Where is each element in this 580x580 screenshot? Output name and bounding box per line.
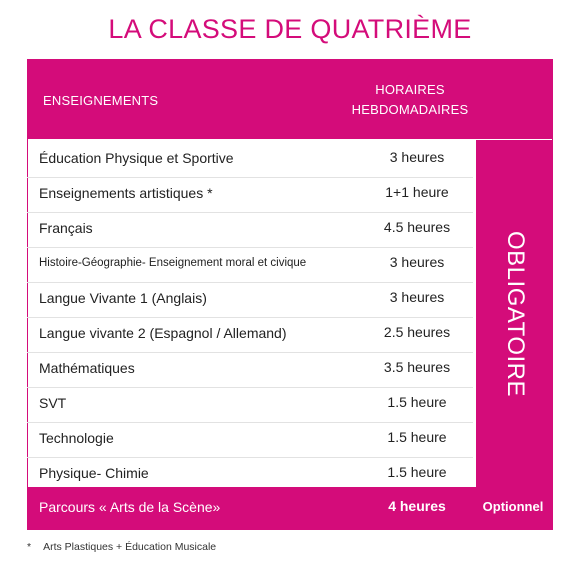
subject-cell: Mathématiques xyxy=(39,360,135,376)
table-row xyxy=(27,318,473,353)
hours-cell: 3 heures xyxy=(389,289,445,305)
optional-status-label: Optionnel xyxy=(482,499,544,514)
table-row xyxy=(27,423,473,458)
table-row xyxy=(27,388,473,423)
hours-cell: 1.5 heure xyxy=(387,394,447,410)
hours-cell: 1+1 heure xyxy=(385,184,449,200)
hours-cell: 1.5 heure xyxy=(387,464,447,480)
hours-cell: 3 heures xyxy=(389,254,445,270)
header-hours-label-line2: HEBDOMADAIRES xyxy=(351,102,469,117)
subject-cell: SVT xyxy=(39,395,67,411)
hours-cell: 1.5 heure xyxy=(387,429,447,445)
mandatory-label: OBLIGATOIRE xyxy=(501,230,529,397)
footnote-marker: * xyxy=(27,541,32,553)
page-title: LA CLASSE DE QUATRIÈME xyxy=(108,14,472,44)
subject-cell: Éducation Physique et Sportive xyxy=(39,150,234,166)
table-header xyxy=(27,59,553,139)
table-row xyxy=(27,283,473,318)
hours-cell: 2.5 heures xyxy=(383,324,451,340)
optional-row xyxy=(27,487,553,530)
table-row xyxy=(27,213,473,248)
optional-hours: 4 heures xyxy=(388,498,446,514)
subject-cell: Physique- Chimie xyxy=(39,465,149,481)
header-subjects-label: ENSEIGNEMENTS xyxy=(43,93,159,108)
subject-rows xyxy=(27,143,473,493)
table-row xyxy=(27,178,473,213)
subject-cell: Français xyxy=(39,220,93,236)
table-row xyxy=(27,248,473,283)
subject-cell: Histoire-Géographie- Enseignement moral et civique xyxy=(39,257,307,269)
table-row xyxy=(27,143,473,178)
subject-cell: Enseignements artistiques * xyxy=(39,185,213,201)
footnote-text: Arts Plastiques + Éducation Musicale xyxy=(43,541,217,553)
header-hours-label xyxy=(342,80,478,120)
header-hours-label-line1: HORAIRES xyxy=(375,82,445,97)
subject-cell: Langue Vivante 1 (Anglais) xyxy=(39,290,207,306)
subject-cell: Langue vivante 2 (Espagnol / Allemand) xyxy=(39,325,287,341)
hours-cell: 3.5 heures xyxy=(383,359,451,375)
subject-cell: Technologie xyxy=(39,430,114,446)
hours-cell: 4.5 heures xyxy=(383,219,451,235)
hours-cell: 3 heures xyxy=(389,149,445,165)
table-row xyxy=(27,353,473,388)
mandatory-band xyxy=(476,140,553,487)
footnote xyxy=(27,541,216,553)
optional-subject: Parcours « Arts de la Scène» xyxy=(39,499,221,515)
